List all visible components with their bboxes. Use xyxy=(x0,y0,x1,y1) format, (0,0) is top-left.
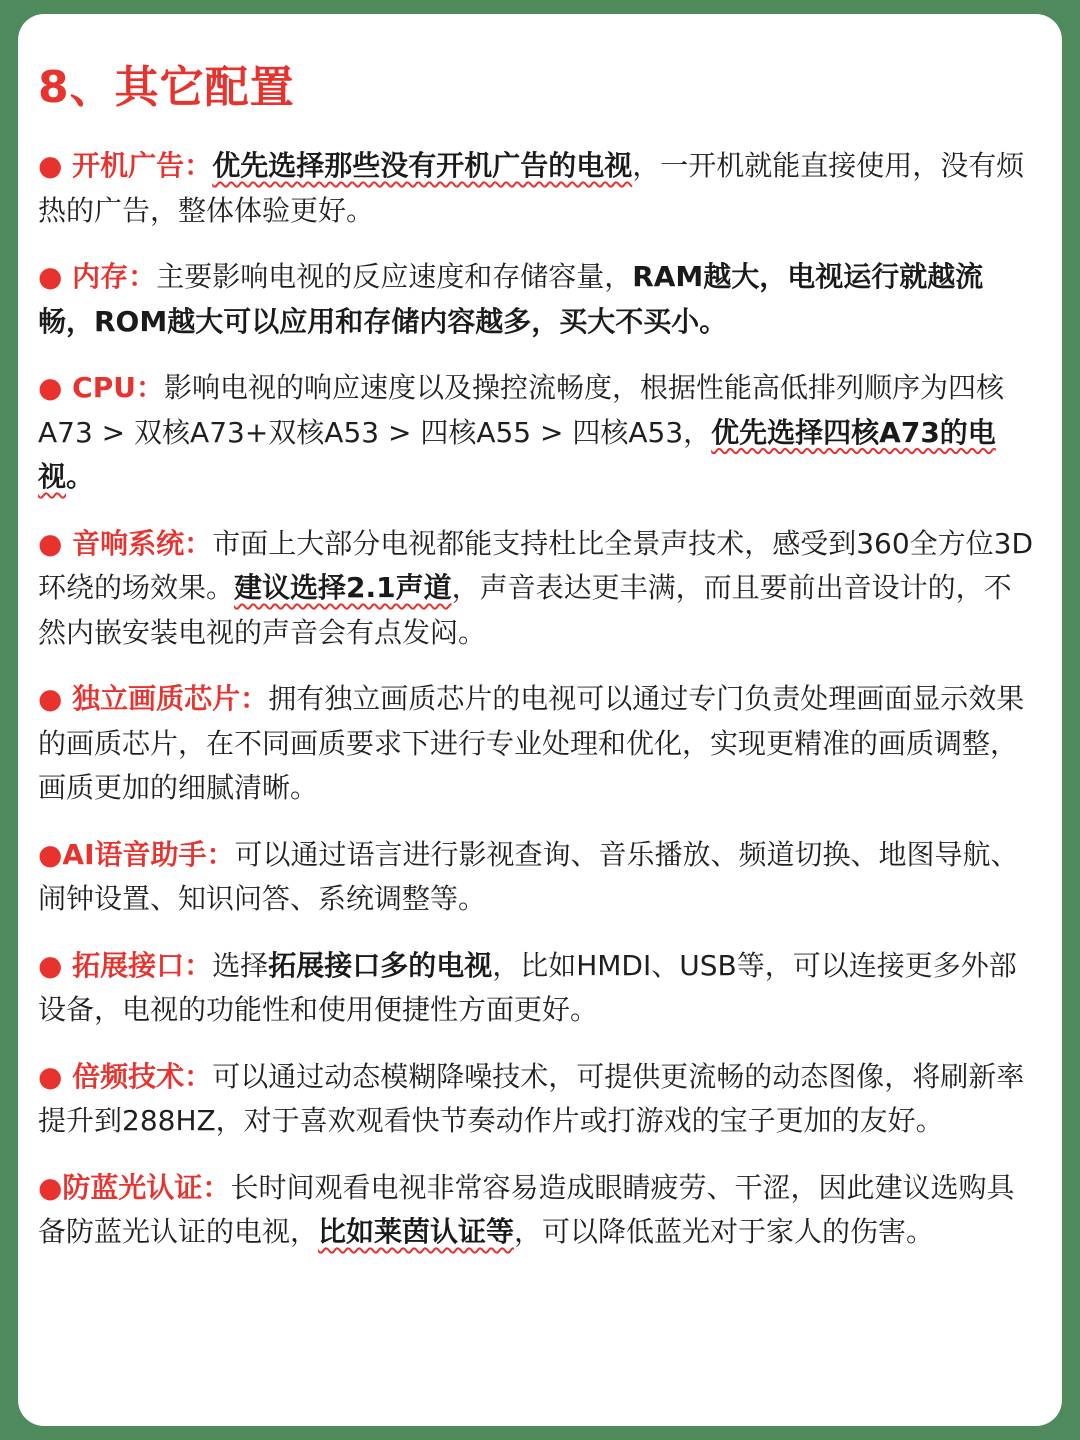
section-cpu xyxy=(38,366,1038,500)
section-frequency xyxy=(38,1055,1038,1144)
body-text: 市面上大部分电视都能支持杜比全景声技术，感受到360全方位3D环绕的场效果。 xyxy=(38,526,1034,604)
section-blue-light xyxy=(38,1166,1038,1255)
body-text: ，一开机就能直接使用，没有烦热的广告，整体体验更好。 xyxy=(38,149,1025,227)
content-card xyxy=(18,14,1062,1426)
section-label: ● 开机广告： xyxy=(38,149,213,182)
section-label: ● 音响系统： xyxy=(38,526,213,560)
section-label: ●AI语音助手： xyxy=(38,837,235,871)
body-text: 。 xyxy=(66,460,95,493)
highlight-text: 优先选择那些没有开机广告的电视 xyxy=(212,149,633,182)
body-text: ，声音表达更丰满，而且要前出音设计的，不然内嵌安装电视的声音会有点发闷。 xyxy=(38,571,1012,649)
body-text: 选择 xyxy=(212,948,269,982)
body-text: ，比如HMDI、USB等，可以连接更多外部设备，电视的功能性和使用便捷性方面更好。 xyxy=(38,948,1017,1026)
body-text: ，可以降低蓝光对于家人的伤害。 xyxy=(514,1215,935,1248)
body-text: 长时间观看电视非常容易造成眼睛疲劳、干涩，因此建议选购具备防蓝光认证的电视， xyxy=(38,1170,1015,1248)
page-title: 8、其它配置 xyxy=(38,62,295,113)
highlight-text: 优先选择四核A73的电视 xyxy=(38,415,996,493)
section-label: ● 拓展接口： xyxy=(38,948,213,982)
bold-text: 拓展接口多的电视 xyxy=(268,948,493,982)
body-text: 可以通过动态模糊降噪技术，可提供更流畅的动态图像，将刷新率提升到288HZ，对于喜欢观看快节奏动作片或打游戏的宝子更加的友好。 xyxy=(38,1059,1025,1137)
section-picture-chip xyxy=(38,677,1038,811)
section-label: ● CPU： xyxy=(38,371,164,404)
section-boot-ads xyxy=(38,144,1038,233)
section-label: ● 独立画质芯片： xyxy=(38,682,269,715)
body-text: 影响电视的响应速度以及操控流畅度，根据性能高低排列顺序为四核A73 > 双核A73+双核A53 > 四核A55 > 四核A53， xyxy=(38,371,1005,449)
highlight-text: 比如莱茵认证等 xyxy=(318,1215,515,1248)
body-text: 可以通过语言进行影视查询、音乐播放、频道切换、地图导航、闹钟设置、知识问答、系统调整等。 xyxy=(38,837,1019,915)
highlight-text: 建议选择2.1声道 xyxy=(234,571,452,604)
section-ai-voice xyxy=(38,833,1038,922)
section-label: ● 倍频技术： xyxy=(38,1059,213,1093)
section-ports xyxy=(38,944,1038,1033)
section-label: ● 内存： xyxy=(38,260,157,293)
section-audio xyxy=(38,522,1038,656)
section-memory xyxy=(38,255,1038,344)
section-label: ●防蓝光认证： xyxy=(38,1170,231,1204)
bold-text: RAM越大，电视运行就越流畅，ROM越大可以应用和存储内容越多，买大不买小。 xyxy=(38,260,984,338)
body-text: 拥有独立画质芯片的电视可以通过专门负责处理画面显示效果的画质芯片，在不同画质要求下进行专业处理和优化，实现更精准的画质调整，画质更加的细腻清晰。 xyxy=(38,682,1025,804)
body-text: 主要影响电视的反应速度和存储容量， xyxy=(156,260,633,293)
